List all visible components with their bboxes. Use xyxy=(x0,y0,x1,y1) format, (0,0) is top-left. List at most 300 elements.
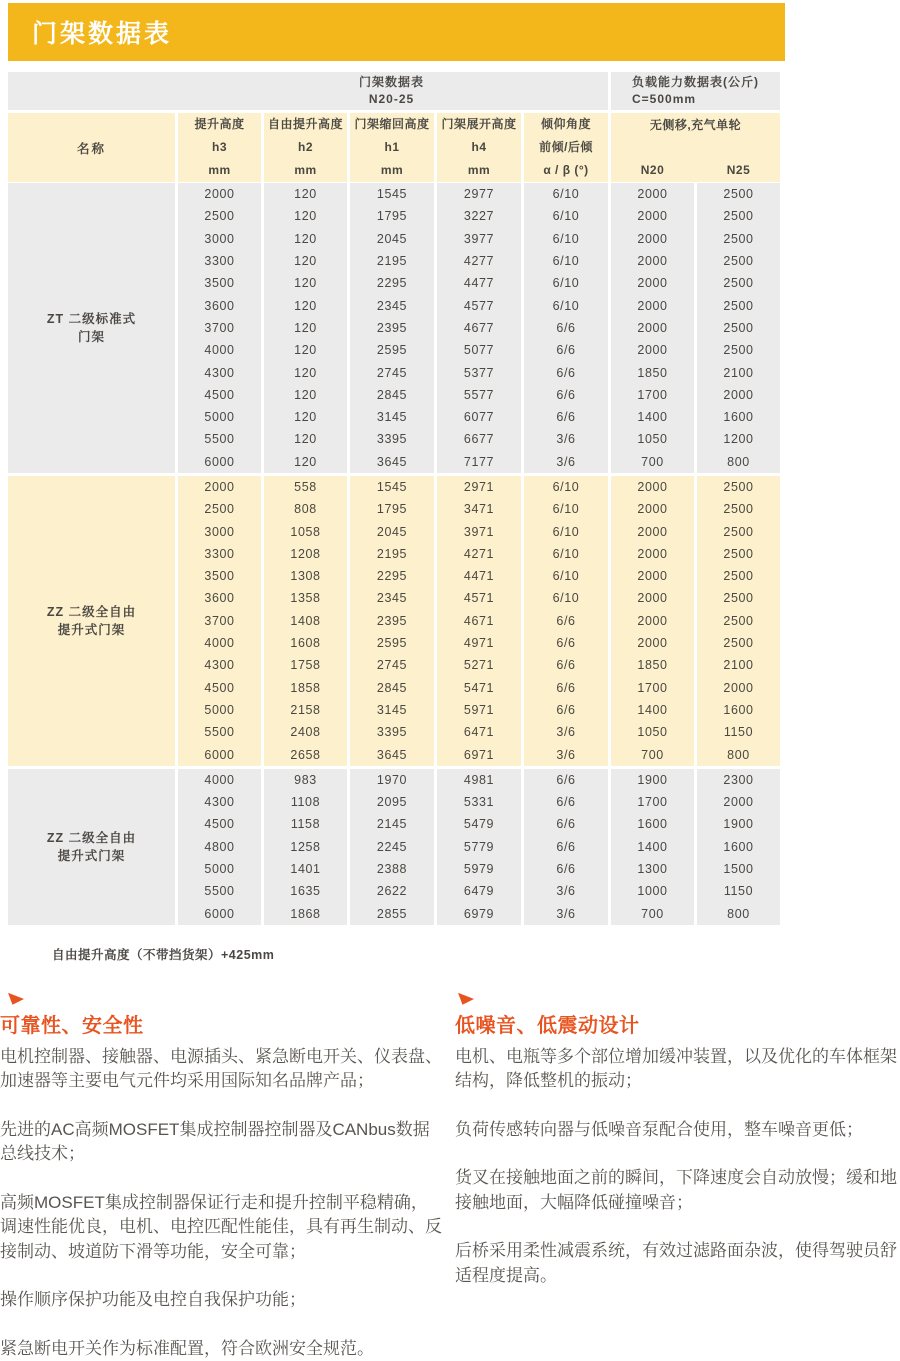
table-cell: 4000 xyxy=(204,343,235,358)
column-h4 xyxy=(437,769,521,925)
table-cell: 1600 xyxy=(723,839,754,854)
table-cell: 2195 xyxy=(376,254,408,269)
table-cell: 6/10 xyxy=(552,591,580,606)
table-cell: 5577 xyxy=(463,387,495,402)
column-tilt xyxy=(524,183,608,473)
table-cell: 3500 xyxy=(204,569,235,584)
table-cell: 2500 xyxy=(723,502,754,517)
table-cell: 2971 xyxy=(463,480,495,494)
table-cell: 4000 xyxy=(204,772,235,787)
table-cell: 6/6 xyxy=(556,839,576,854)
table-cell: 5500 xyxy=(204,725,235,740)
table-cell: 800 xyxy=(727,454,750,469)
table-cell: 2000 xyxy=(637,591,668,606)
table-cell: 1900 xyxy=(723,817,754,832)
table-cell: 1358 xyxy=(290,591,321,606)
table-cell: 5779 xyxy=(463,839,495,854)
table-cell: 558 xyxy=(294,480,317,494)
load-group-condition: C=500mm xyxy=(632,92,697,106)
table-cell: 2500 xyxy=(723,613,754,628)
column-h3 xyxy=(178,476,261,766)
table-cell: 3227 xyxy=(463,209,495,224)
table-cell: 2745 xyxy=(376,658,408,673)
table-cell: 2500 xyxy=(723,254,754,269)
table-cell: 3971 xyxy=(463,524,495,539)
table-section xyxy=(8,476,780,766)
table-cell: 1545 xyxy=(376,187,408,202)
table-cell: 6/10 xyxy=(552,480,580,494)
table-cell: 1400 xyxy=(637,839,668,854)
table-cell: 4500 xyxy=(204,387,235,402)
table-cell: 808 xyxy=(294,502,317,517)
column-n25 xyxy=(697,476,780,766)
table-cell: 4671 xyxy=(463,613,495,628)
table-cell: 983 xyxy=(294,772,317,787)
table-cell: 2100 xyxy=(723,365,754,380)
table-cell: 2845 xyxy=(376,680,408,695)
table-cell: 6/6 xyxy=(556,410,576,425)
table-cell: 4271 xyxy=(463,546,495,561)
table-cell: 2500 xyxy=(723,546,754,561)
table-cell: 2000 xyxy=(204,187,235,202)
table-cell: 3700 xyxy=(204,320,235,335)
column-n20 xyxy=(611,769,694,925)
table-cell: 5971 xyxy=(463,702,495,717)
table-cell: 4800 xyxy=(204,839,235,854)
table-cell: 4471 xyxy=(463,569,495,584)
table-cell: 2658 xyxy=(290,747,321,762)
feature-paragraph: 电机、电瓶等多个部位增加缓冲装置，以及优化的车体框架结构，降低整机的振动； xyxy=(455,1046,897,1091)
table-cell: 120 xyxy=(294,209,317,224)
feature-column-reliability xyxy=(0,993,443,1361)
table-cell: 6000 xyxy=(204,747,235,762)
table-cell: 120 xyxy=(294,298,317,313)
load-subheader xyxy=(611,113,780,159)
table-cell: 4571 xyxy=(463,591,495,606)
table-cell: 2977 xyxy=(463,187,495,202)
table-cell: 2500 xyxy=(723,524,754,539)
table-cell: 5000 xyxy=(204,862,235,877)
table-cell: 6971 xyxy=(463,747,495,762)
table-cell: 6/6 xyxy=(556,320,576,335)
table-cell: 2395 xyxy=(376,320,408,335)
table-cell: 120 xyxy=(294,387,317,402)
table-cell: 2000 xyxy=(637,546,668,561)
column-header-tilt-title: 倾仰角度 xyxy=(540,117,591,131)
table-cell: 2000 xyxy=(637,187,668,202)
table-cell: 6/10 xyxy=(552,187,580,202)
table-cell: 2500 xyxy=(204,209,235,224)
section-name: ZT 二级标准式 门架 xyxy=(8,183,175,473)
table-cell: 3977 xyxy=(463,231,495,246)
table-cell: 6471 xyxy=(463,725,495,740)
table-cell: 1400 xyxy=(637,702,668,717)
table-cell: 700 xyxy=(641,747,664,762)
column-h4 xyxy=(437,476,521,766)
table-cell: 1500 xyxy=(723,862,754,877)
feature-heading-reliability: 可靠性、安全性 xyxy=(0,1014,144,1037)
table-cell: 2500 xyxy=(723,591,754,606)
table-cell: 700 xyxy=(641,906,664,921)
table-sections xyxy=(8,183,780,925)
table-cell: 1868 xyxy=(290,906,321,921)
table-cell: 3/6 xyxy=(556,725,576,740)
table-cell: 6/10 xyxy=(552,254,580,269)
table-cell: 6/6 xyxy=(556,636,576,651)
table-section xyxy=(8,769,780,925)
table-cell: 2500 xyxy=(723,343,754,358)
table-cell: 1545 xyxy=(376,480,408,494)
table-group-header-row xyxy=(8,72,780,110)
column-header-h4-title: 门架展开高度 xyxy=(441,117,517,131)
table-cell: 1850 xyxy=(637,365,668,380)
table-cell: 1058 xyxy=(290,524,321,539)
table-cell: 1200 xyxy=(723,432,754,447)
table-cell: 120 xyxy=(294,320,317,335)
column-header-h1-symbol: h1 xyxy=(384,140,400,154)
table-cell: 2100 xyxy=(723,658,754,673)
table-cell: 1300 xyxy=(637,862,668,877)
table-cell: 2500 xyxy=(723,480,754,494)
table-cell: 2500 xyxy=(723,231,754,246)
column-n25 xyxy=(697,183,780,473)
table-cell: 1600 xyxy=(637,817,668,832)
table-cell: 6/6 xyxy=(556,817,576,832)
table-cell: 1700 xyxy=(637,387,668,402)
column-header-name: 名称 xyxy=(8,113,175,182)
triangle-marker-icon xyxy=(8,993,24,1005)
column-tilt xyxy=(524,769,608,925)
table-cell: 3600 xyxy=(204,298,235,313)
feature-paragraph: 先进的AC高频MOSFET集成控制器控制器及CANbus数据总线技术； xyxy=(0,1119,430,1164)
column-header-tilt-symbol: α / β (°) xyxy=(543,163,589,177)
table-cell: 1108 xyxy=(290,795,321,810)
table-cell: 1401 xyxy=(290,862,321,877)
column-n20 xyxy=(611,476,694,766)
table-cell: 2000 xyxy=(204,480,235,494)
table-cell: 2395 xyxy=(376,613,408,628)
table-column-header-row xyxy=(8,113,780,182)
table-cell: 2295 xyxy=(376,276,408,291)
table-cell: 2000 xyxy=(637,231,668,246)
table-cell: 2500 xyxy=(204,502,235,517)
table-cell: 4500 xyxy=(204,817,235,832)
table-cell: 5979 xyxy=(463,862,495,877)
table-cell: 5500 xyxy=(204,432,235,447)
column-header-n25: N25 xyxy=(697,159,780,182)
table-cell: 2000 xyxy=(637,524,668,539)
table-cell: 120 xyxy=(294,187,317,202)
feature-paragraph: 高频MOSFET集成控制器保证行走和提升控制平稳精确，调速性能优良，电机、电控匹配性能佳，具有再生制动、反接制动、坡道防下滑等功能，安全可靠； xyxy=(0,1192,442,1261)
table-cell: 5471 xyxy=(463,680,495,695)
table-cell: 2300 xyxy=(723,772,754,787)
table-cell: 2000 xyxy=(723,680,754,695)
column-h1 xyxy=(350,769,434,925)
table-cell: 1400 xyxy=(637,410,668,425)
table-cell: 2408 xyxy=(290,725,321,740)
table-cell: 120 xyxy=(294,231,317,246)
table-cell: 1795 xyxy=(376,209,408,224)
table-cell: 6000 xyxy=(204,454,235,469)
table-cell: 2045 xyxy=(376,524,408,539)
column-n20 xyxy=(611,183,694,473)
table-cell: 3500 xyxy=(204,276,235,291)
table-cell: 1050 xyxy=(637,432,668,447)
table-cell: 3145 xyxy=(376,702,408,717)
table-footnote: 自由提升高度（不带挡货架）+425mm xyxy=(52,947,275,962)
table-cell: 4300 xyxy=(204,365,235,380)
table-cell: 1758 xyxy=(290,658,321,673)
table-cell: 2000 xyxy=(637,636,668,651)
table-cell: 1408 xyxy=(290,613,321,628)
feature-paragraph: 电机控制器、接触器、电源插头、紧急断电开关、仪表盘、加速器等主要电气元件均采用国际知名品牌产品； xyxy=(0,1046,442,1091)
column-header-h3-title: 提升高度 xyxy=(194,117,245,131)
column-header-h3 xyxy=(178,113,261,182)
table-cell: 5000 xyxy=(204,410,235,425)
load-group-title: 负载能力数据表(公斤) xyxy=(632,75,759,89)
feature-column-low-noise xyxy=(455,993,900,1361)
table-cell: 4000 xyxy=(204,636,235,651)
table-cell: 120 xyxy=(294,276,317,291)
table-section xyxy=(8,183,780,473)
table-cell: 2045 xyxy=(376,231,408,246)
table-cell: 800 xyxy=(727,906,750,921)
table-cell: 5077 xyxy=(463,343,495,358)
table-cell: 3/6 xyxy=(556,747,576,762)
mast-data-table xyxy=(8,72,780,925)
table-cell: 3300 xyxy=(204,546,235,561)
table-cell: 2000 xyxy=(637,320,668,335)
table-cell: 2245 xyxy=(376,839,408,854)
table-cell: 6/10 xyxy=(552,502,580,517)
column-header-h3-unit: mm xyxy=(208,163,231,177)
table-cell: 6/10 xyxy=(552,546,580,561)
column-h3 xyxy=(178,183,261,473)
table-cell: 3/6 xyxy=(556,454,576,469)
table-cell: 6979 xyxy=(463,906,495,921)
table-cell: 2500 xyxy=(723,569,754,584)
column-header-h1-title: 门架缩回高度 xyxy=(354,117,430,131)
table-cell: 1900 xyxy=(637,772,668,787)
table-cell: 3645 xyxy=(376,454,408,469)
feature-paragraph: 负荷传感转向器与低噪音泵配合使用，整车噪音更低； xyxy=(455,1119,863,1139)
table-cell: 4677 xyxy=(463,320,495,335)
page-banner xyxy=(8,3,785,61)
table-cell: 3395 xyxy=(376,725,408,740)
table-cell: 1795 xyxy=(376,502,408,517)
table-cell: 1208 xyxy=(290,546,321,561)
table-cell: 6/6 xyxy=(556,658,576,673)
table-cell: 6479 xyxy=(463,884,495,899)
table-cell: 3000 xyxy=(204,524,235,539)
table-cell: 6/10 xyxy=(552,298,580,313)
table-cell: 5377 xyxy=(463,365,495,380)
feature-paragraph: 后桥采用柔性减震系统，有效过滤路面杂波，使得驾驶员舒适程度提高。 xyxy=(455,1241,897,1285)
table-cell: 2000 xyxy=(637,480,668,494)
table-cell: 700 xyxy=(641,454,664,469)
column-h2 xyxy=(264,476,347,766)
column-header-h2-title: 自由提升高度 xyxy=(267,117,343,131)
feature-paragraph: 操作顺序保护功能及电控自我保护功能； xyxy=(0,1290,306,1310)
table-cell: 1258 xyxy=(290,839,321,854)
table-cell: 6/6 xyxy=(556,365,576,380)
feature-heading-low-noise: 低噪音、低震动设计 xyxy=(455,1014,640,1037)
table-cell: 2345 xyxy=(376,298,408,313)
table-cell: 6/6 xyxy=(556,680,576,695)
table-cell: 2000 xyxy=(637,254,668,269)
column-header-h1-unit: mm xyxy=(380,163,404,177)
load-group-header-cell xyxy=(611,72,780,110)
table-cell: 3471 xyxy=(463,502,495,517)
column-h4 xyxy=(437,183,521,473)
table-cell: 3645 xyxy=(376,747,408,762)
column-tilt xyxy=(524,476,608,766)
table-cell: 1158 xyxy=(290,817,321,832)
table-cell: 120 xyxy=(294,410,317,425)
table-cell: 2500 xyxy=(723,298,754,313)
table-cell: 4477 xyxy=(463,276,495,291)
feature-paragraph: 货叉在接触地面之前的瞬间，下降速度会自动放慢；缓和地接触地面，大幅降低碰撞噪音； xyxy=(455,1168,897,1212)
table-cell: 6/10 xyxy=(552,276,580,291)
table-cell: 5500 xyxy=(204,884,235,899)
column-header-tilt-sub: 前倾/后倾 xyxy=(539,140,593,154)
table-cell: 2000 xyxy=(723,795,754,810)
table-cell: 4300 xyxy=(204,795,235,810)
table-cell: 3000 xyxy=(204,231,235,246)
table-cell: 3600 xyxy=(204,591,235,606)
table-cell: 4277 xyxy=(463,254,495,269)
table-cell: 1608 xyxy=(290,636,321,651)
table-cell: 1600 xyxy=(723,410,754,425)
table-cell: 2622 xyxy=(376,884,408,899)
table-cell: 1000 xyxy=(637,884,668,899)
table-cell: 2388 xyxy=(376,862,408,877)
table-cell: 5331 xyxy=(463,795,495,810)
mast-group-header-cell xyxy=(8,72,608,110)
column-h3 xyxy=(178,769,261,925)
table-cell: 1858 xyxy=(290,680,321,695)
column-h2 xyxy=(264,769,347,925)
table-cell: 3395 xyxy=(376,432,408,447)
table-cell: 1308 xyxy=(290,569,321,584)
table-cell: 1050 xyxy=(637,725,668,740)
table-cell: 6000 xyxy=(204,906,235,921)
table-cell: 2845 xyxy=(376,387,408,402)
column-header-n20: N20 xyxy=(611,159,694,182)
column-header-h3-symbol: h3 xyxy=(211,140,227,154)
table-cell: 2595 xyxy=(376,636,408,651)
table-cell: 3/6 xyxy=(556,432,576,447)
load-model-headers xyxy=(611,159,780,182)
triangle-marker-icon xyxy=(458,993,474,1005)
column-h1 xyxy=(350,183,434,473)
table-cell: 120 xyxy=(294,365,317,380)
table-cell: 2000 xyxy=(637,613,668,628)
table-cell: 4981 xyxy=(463,772,495,787)
column-header-load xyxy=(611,113,780,182)
table-cell: 800 xyxy=(727,747,750,762)
mast-group-model: N20-25 xyxy=(368,92,415,106)
column-header-h2-symbol: h2 xyxy=(297,140,313,154)
table-cell: 6/6 xyxy=(556,702,576,717)
table-cell: 1850 xyxy=(637,658,668,673)
table-cell: 6/6 xyxy=(556,613,576,628)
table-cell: 5000 xyxy=(204,702,235,717)
table-cell: 120 xyxy=(294,454,317,469)
load-subheader-label: 无侧移,充气单轮 xyxy=(649,118,742,132)
column-h2 xyxy=(264,183,347,473)
table-cell: 6/6 xyxy=(556,772,576,787)
table-cell: 3/6 xyxy=(556,906,576,921)
table-cell: 3300 xyxy=(204,254,235,269)
table-cell: 2000 xyxy=(637,276,668,291)
table-cell: 5479 xyxy=(463,817,495,832)
table-cell: 2145 xyxy=(376,817,408,832)
table-cell: 2345 xyxy=(376,591,408,606)
table-cell: 6/6 xyxy=(556,387,576,402)
column-header-tilt xyxy=(524,113,608,182)
table-cell: 6/10 xyxy=(552,209,580,224)
table-cell: 3145 xyxy=(376,410,408,425)
table-cell: 2295 xyxy=(376,569,408,584)
table-cell: 2500 xyxy=(723,636,754,651)
column-header-h4 xyxy=(437,113,521,182)
mast-group-header xyxy=(175,74,608,108)
table-cell: 2595 xyxy=(376,343,408,358)
table-cell: 4577 xyxy=(463,298,495,313)
table-cell: 2000 xyxy=(637,502,668,517)
mast-group-title: 门架数据表 xyxy=(358,75,424,89)
table-cell: 6/10 xyxy=(552,569,580,584)
table-cell: 5271 xyxy=(463,658,495,673)
table-cell: 2500 xyxy=(723,276,754,291)
feature-paragraph: 紧急断电开关作为标准配置，符合欧洲安全规范。 xyxy=(0,1338,374,1358)
features-area xyxy=(0,993,900,1361)
table-cell: 1635 xyxy=(290,884,321,899)
table-cell: 2500 xyxy=(723,187,754,202)
column-n25 xyxy=(697,769,780,925)
table-cell: 2000 xyxy=(637,209,668,224)
column-header-h4-unit: mm xyxy=(467,163,491,177)
table-cell: 2000 xyxy=(723,387,754,402)
table-cell: 3/6 xyxy=(556,884,576,899)
table-cell: 6/10 xyxy=(552,524,580,539)
table-cell: 4300 xyxy=(204,658,235,673)
column-h1 xyxy=(350,476,434,766)
column-header-h1 xyxy=(350,113,434,182)
section-name: ZZ 二级全自由 提升式门架 xyxy=(8,769,175,925)
table-cell: 7177 xyxy=(463,454,495,469)
table-cell: 1600 xyxy=(723,702,754,717)
table-cell: 6/6 xyxy=(556,343,576,358)
table-cell: 2158 xyxy=(290,702,321,717)
table-cell: 120 xyxy=(294,432,317,447)
table-cell: 2000 xyxy=(637,298,668,313)
table-cell: 2500 xyxy=(723,209,754,224)
table-cell: 1150 xyxy=(723,884,754,899)
page-title: 门架数据表 xyxy=(32,20,173,48)
table-cell: 6/6 xyxy=(556,795,576,810)
table-cell: 3700 xyxy=(204,613,235,628)
table-cell: 1970 xyxy=(376,772,408,787)
table-cell: 1700 xyxy=(637,795,668,810)
table-cell: 120 xyxy=(294,254,317,269)
table-cell: 2095 xyxy=(376,795,408,810)
table-cell: 2000 xyxy=(637,569,668,584)
table-cell: 6/10 xyxy=(552,231,580,246)
table-cell: 1150 xyxy=(723,725,754,740)
table-cell: 2745 xyxy=(376,365,408,380)
